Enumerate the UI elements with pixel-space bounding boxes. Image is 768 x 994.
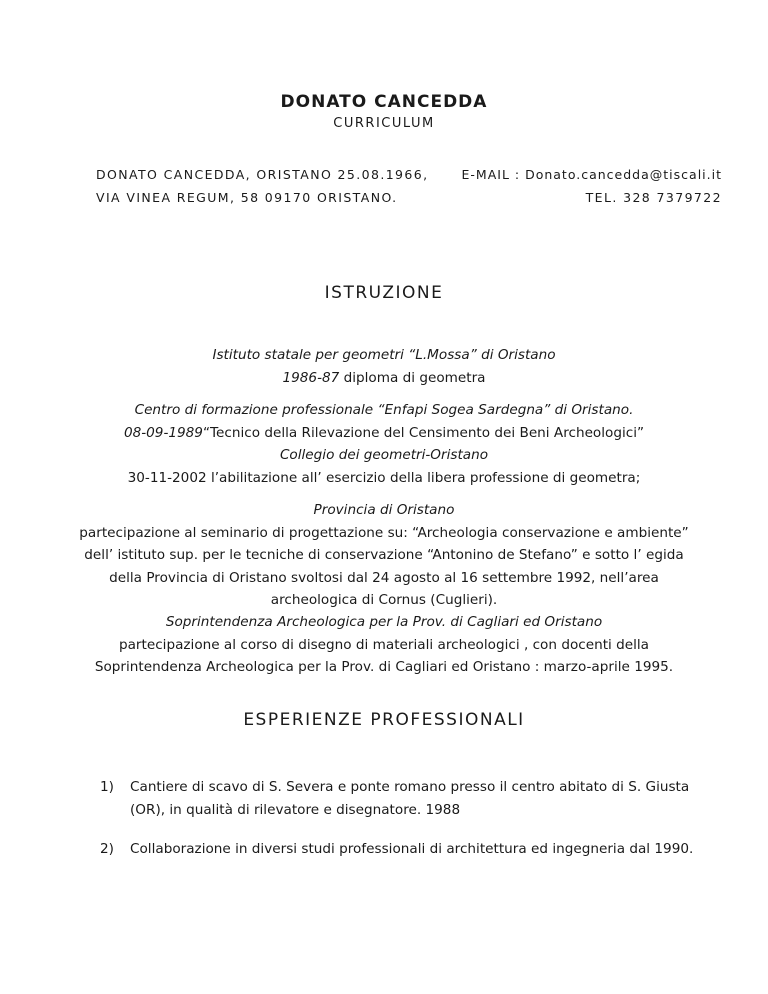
email: E-MAIL : Donato.cancedda@tiscali.it	[461, 167, 722, 182]
education-entry	[0, 444, 768, 489]
item-number: 1)	[100, 779, 114, 795]
education-entry	[0, 611, 768, 679]
contact-block	[462, 163, 722, 209]
subtitle: CURRICULUM	[333, 116, 435, 131]
entry-text: della Provincia di Oristano svoltosi dal 24 agosto al 16 settembre 1992, nell’area	[109, 569, 659, 586]
entry-title: Centro di formazione professionale “Enfapi Sogea Sardegna” di Oristano.	[134, 402, 634, 418]
address-block	[96, 163, 429, 209]
section-heading-istruzione: ISTRUZIONE	[324, 283, 444, 303]
item-text: Cantiere di scavo di S. Severa e ponte romano presso il centro abitato di S. Giusta	[130, 779, 690, 795]
entry-title: Provincia di Oristano	[313, 502, 455, 518]
entry-text: diploma di geometra	[339, 369, 486, 386]
entry-text: dell’ istituto sup. per le tecniche di conservazione “Antonino de Stefano” e sotto l’ egida	[84, 547, 684, 563]
entry-title: Istituto statale per geometri “L.Mossa” di Oristano	[212, 347, 556, 363]
entry-title: Soprintendenza Archeologica per la Prov. di Cagliari ed Oristano	[165, 614, 603, 630]
item-text: (OR), in qualità di rilevatore e disegnatore. 1988	[130, 801, 461, 818]
experience-item	[100, 838, 730, 861]
telephone: TEL. 328 7379722	[585, 190, 722, 205]
experience-item	[100, 776, 730, 821]
entry-text: “Tecnico della Rilevazione del Censimento dei Beni Archeologici”	[202, 424, 645, 441]
entry-text: Soprintendenza Archeologica per la Prov. di Cagliari ed Oristano : marzo-aprile 1995.	[94, 659, 674, 675]
entry-date: 1986-87	[282, 369, 340, 386]
entry-date: 08-09-1989	[123, 424, 203, 441]
entry-text: partecipazione al seminario di progettazione su: “Archeologia conservazione e ambiente”	[79, 524, 689, 541]
entry-text: 30-11-2002 l’abilitazione all’ esercizio della libera professione di geometra;	[127, 469, 641, 486]
entry-text: partecipazione al corso di disegno di materiali archeologici , con docenti della	[118, 636, 650, 653]
address-line-1: DONATO CANCEDDA, ORISTANO 25.08.1966,	[96, 167, 429, 182]
education-entry	[0, 499, 768, 612]
entry-title: Collegio dei geometri-Oristano	[279, 447, 489, 463]
address-line-2: VIA VINEA REGUM, 58 09170 ORISTANO.	[96, 190, 398, 205]
entry-text: archeologica di Cornus (Cuglieri).	[270, 592, 498, 608]
item-number: 2)	[100, 841, 114, 857]
section-heading-esperienze: ESPERIENZE PROFESSIONALI	[243, 710, 525, 730]
item-text: Collaborazione in diversi studi professionali di architettura ed ingegneria dal 1990.	[130, 841, 694, 857]
education-entry	[0, 344, 768, 389]
name-heading: DONATO CANCEDDA	[280, 92, 488, 112]
education-entry	[0, 399, 768, 444]
